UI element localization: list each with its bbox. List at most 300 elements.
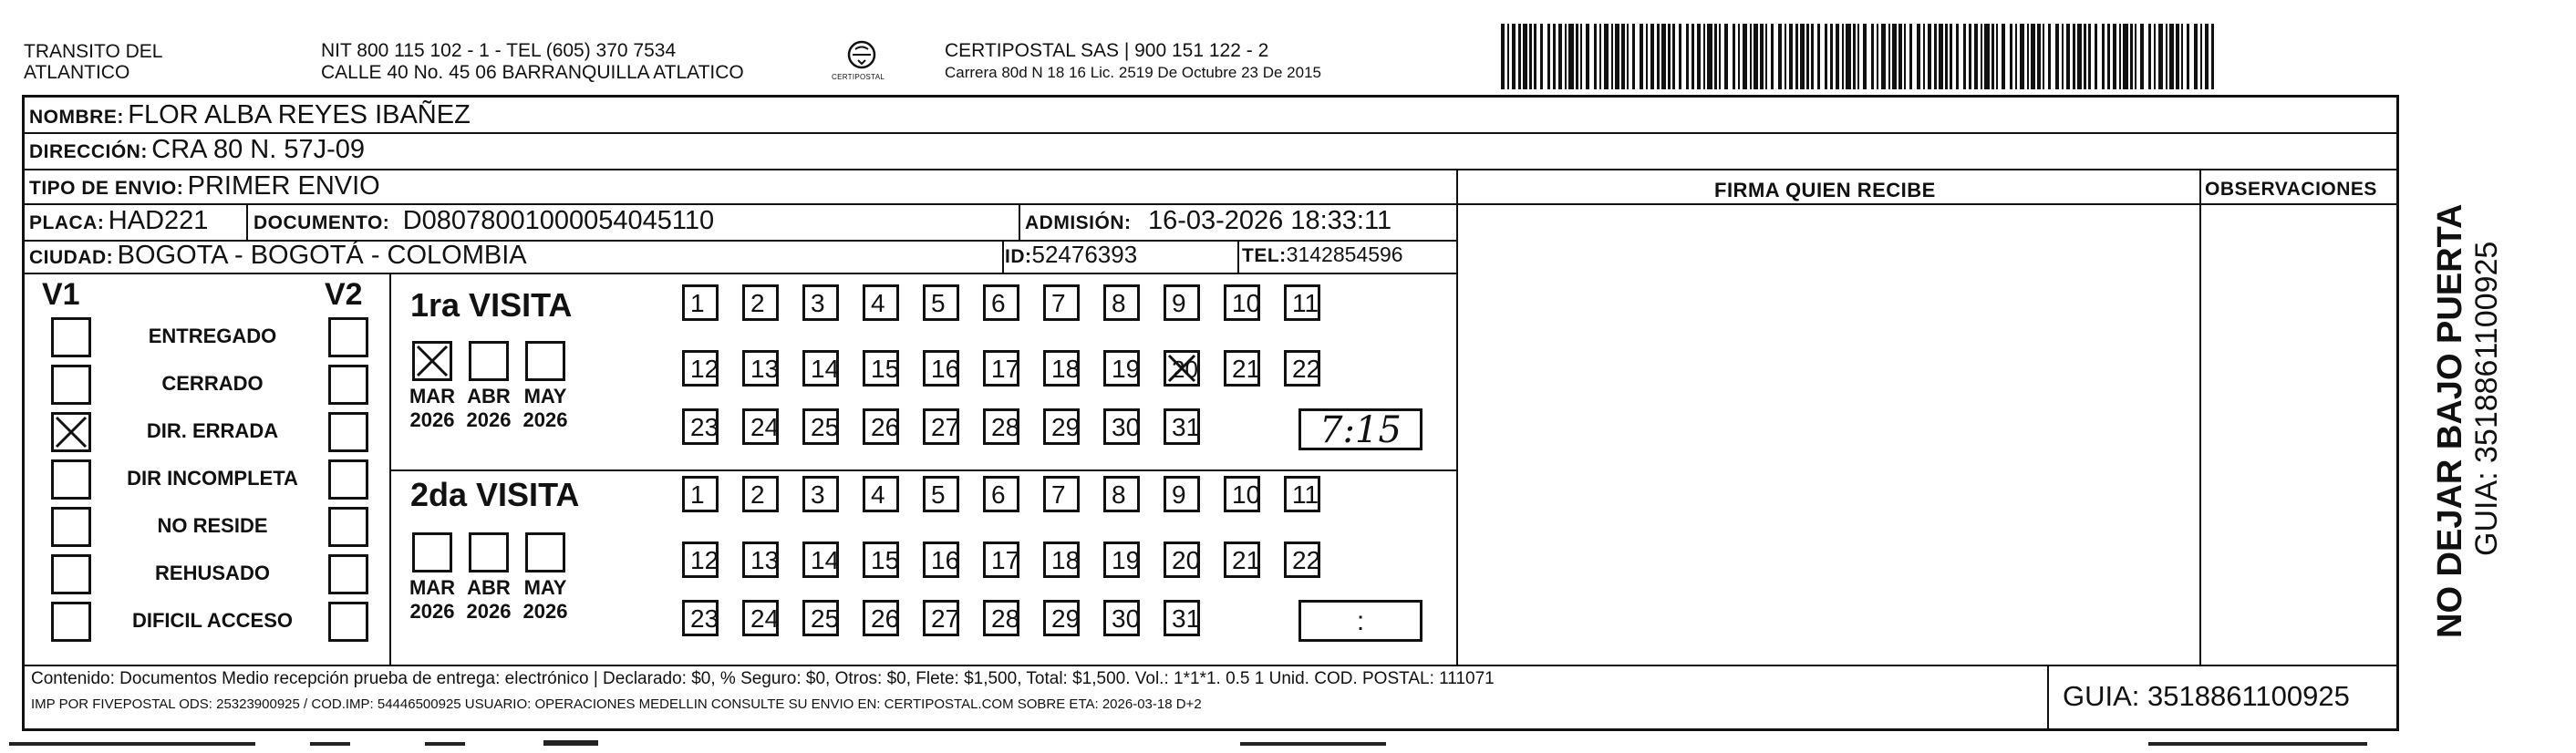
- barcode-bar: [2123, 24, 2128, 89]
- day-number: 19: [1112, 355, 1141, 383]
- barcode-bar: [1928, 24, 1931, 89]
- barcode-bar: [1529, 24, 1532, 89]
- day-box[interactable]: [1103, 600, 1140, 636]
- day-number: 9: [1172, 289, 1186, 317]
- barcode-bar: [2130, 24, 2133, 89]
- barcode-bar: [2020, 24, 2024, 89]
- day-box[interactable]: [983, 542, 1019, 578]
- id-row: [1005, 241, 1137, 269]
- barcode-bar: [1892, 24, 1897, 89]
- day-box[interactable]: [682, 408, 719, 445]
- day-number: 18: [1051, 546, 1081, 574]
- license-line: Carrera 80d N 18 16 Lic. 2519 De Octubre 23 De 2015: [945, 64, 1321, 81]
- direccion-label: DIRECCIÓN:: [29, 141, 148, 162]
- barcode-bar: [1576, 24, 1578, 89]
- barcode-bar: [1703, 24, 1705, 89]
- day-box[interactable]: [742, 600, 779, 636]
- day-number: 10: [1232, 289, 1261, 317]
- time-box[interactable]: 7:15: [1298, 408, 1422, 450]
- v1-checkbox[interactable]: [51, 412, 91, 452]
- nombre-value: FLOR ALBA REYES IBAÑEZ: [128, 100, 471, 129]
- barcode-bar: [1534, 24, 1536, 89]
- day-box[interactable]: [1284, 350, 1320, 387]
- barcode-bar: [1691, 24, 1694, 89]
- barcode-bar: [2037, 24, 2041, 89]
- barcode-bar: [1615, 24, 1619, 89]
- barcode-bar: [1568, 24, 1574, 89]
- barcode-bar: [1594, 24, 1597, 89]
- day-box[interactable]: [1164, 408, 1200, 445]
- barcode-bar: [1501, 24, 1505, 89]
- barcode-bar: [2102, 24, 2105, 89]
- month-checkbox[interactable]: [525, 341, 565, 381]
- month-year: 2026: [522, 408, 568, 431]
- barcode-bar: [2027, 24, 2029, 89]
- barcode-bar: [1523, 24, 1527, 89]
- day-box[interactable]: [923, 542, 959, 578]
- v2-checkbox[interactable]: [328, 412, 368, 452]
- day-number: 28: [991, 604, 1020, 633]
- day-box[interactable]: [1224, 476, 1260, 512]
- barcode-bar: [2066, 24, 2070, 89]
- barcode-bar: [1909, 24, 1912, 89]
- day-box[interactable]: [802, 408, 839, 445]
- day-number: 25: [811, 604, 840, 633]
- day-box[interactable]: [923, 408, 959, 445]
- barcode-bar: [1934, 24, 1937, 89]
- barcode-bar: [1771, 24, 1774, 89]
- id-label: ID:: [1005, 246, 1032, 267]
- barcode-bar: [2095, 24, 2097, 89]
- barcode-bar: [1553, 24, 1556, 89]
- barcode-bar: [2084, 24, 2086, 89]
- barcode-bar: [1904, 24, 1906, 89]
- barcode-bar: [2181, 24, 2183, 89]
- documento-value: D08078001000054045110: [402, 206, 715, 235]
- barcode-bar: [1707, 24, 1712, 89]
- day-box[interactable]: [1224, 350, 1260, 387]
- day-number: 18: [1051, 355, 1081, 383]
- month-label: [461, 385, 516, 432]
- v1-checkbox[interactable]: [51, 507, 91, 547]
- day-box[interactable]: [1284, 542, 1320, 578]
- day-box[interactable]: [983, 408, 1019, 445]
- placa-row: [29, 206, 208, 236]
- day-number: 22: [1292, 355, 1321, 383]
- barcode-bar: [1599, 24, 1601, 89]
- barcode-bar: [2043, 24, 2044, 89]
- barcode-bar: [1657, 24, 1660, 89]
- barcode-bar: [2140, 24, 2144, 89]
- day-number: 13: [750, 546, 780, 574]
- barcode-bar: [2015, 24, 2017, 89]
- barcode-bar: [1963, 24, 1966, 89]
- barcode-bar: [1795, 24, 1798, 89]
- tipo-envio-value: PRIMER ENVIO: [187, 171, 380, 201]
- day-box[interactable]: [863, 350, 899, 387]
- day-number: 15: [871, 546, 900, 574]
- placa-label: PLACA:: [29, 212, 105, 233]
- day-box[interactable]: [742, 542, 779, 578]
- barcode-bar: [1686, 24, 1689, 89]
- day-box[interactable]: [1284, 284, 1320, 321]
- month-checkbox[interactable]: [469, 532, 509, 572]
- day-number: 27: [931, 413, 960, 441]
- barcode-bar: [2107, 24, 2110, 89]
- month-checkbox[interactable]: [525, 532, 565, 572]
- day-box[interactable]: [1164, 600, 1200, 636]
- barcode-bar: [2055, 24, 2059, 89]
- day-box[interactable]: [1164, 350, 1200, 387]
- barcode-bar: [1565, 24, 1567, 89]
- month-checkbox[interactable]: [412, 532, 452, 572]
- barcode-bar: [1738, 24, 1740, 89]
- barcode-bar: [1811, 24, 1814, 89]
- day-number: 29: [1051, 604, 1081, 633]
- day-box[interactable]: [1224, 284, 1260, 321]
- status-label: NO RESIDE: [157, 514, 268, 537]
- day-box[interactable]: [1224, 542, 1260, 578]
- day-box[interactable]: [802, 476, 839, 512]
- day-number: 6: [991, 480, 1006, 509]
- day-box[interactable]: [1164, 476, 1200, 512]
- barcode-bar: [1540, 24, 1543, 89]
- day-box[interactable]: [1164, 542, 1200, 578]
- day-box[interactable]: [1284, 476, 1320, 512]
- v1-checkbox[interactable]: [51, 602, 91, 642]
- day-number: 27: [931, 604, 960, 633]
- status-label: REHUSADO: [155, 562, 270, 584]
- barcode-bar: [1754, 24, 1758, 89]
- scan-fragments: [0, 740, 2576, 748]
- barcode-bar: [2187, 24, 2189, 89]
- v1-checkbox[interactable]: [51, 459, 91, 500]
- v2-checkbox[interactable]: [328, 602, 368, 642]
- observaciones-area[interactable]: [2200, 202, 2395, 658]
- org-name-line1: TRANSITO DEL: [24, 41, 163, 62]
- barcode-bar: [2154, 24, 2156, 89]
- day-box[interactable]: [983, 476, 1019, 512]
- barcode-bar: [1668, 24, 1671, 89]
- nit-line: NIT 800 115 102 - 1 - TEL (605) 370 7534: [321, 40, 677, 61]
- month-year: 2026: [466, 600, 512, 623]
- documento-label: DOCUMENTO:: [253, 212, 390, 233]
- month-label: [518, 385, 573, 432]
- day-box[interactable]: [1103, 476, 1140, 512]
- documento-row: [253, 206, 714, 236]
- barcode-bar: [1996, 24, 1998, 89]
- barcode-bar: [1956, 24, 1959, 89]
- day-box[interactable]: [863, 408, 899, 445]
- barcode-bar: [1714, 24, 1717, 89]
- barcode-bar: [1719, 24, 1721, 89]
- barcode-bar: [1632, 24, 1635, 89]
- day-box[interactable]: [1043, 408, 1080, 445]
- day-box[interactable]: [682, 284, 719, 321]
- footer-line1: Contenido: Documentos Medio recepción prueba de entrega: electrónico | Declarado: $0, % Seguro: $0, Otros: $0, Flete: $1,500, Total: $1,500. Vol.: 1*1*1. 0.5 1 Unid. COD. POSTAL: 111071: [31, 669, 1495, 688]
- barcode-bar: [2073, 24, 2075, 89]
- day-number: 13: [750, 355, 780, 383]
- tel-row: [1242, 242, 1403, 267]
- day-box[interactable]: [802, 284, 839, 321]
- day-box[interactable]: [983, 284, 1019, 321]
- v1-checkbox[interactable]: [51, 317, 91, 357]
- nombre-row: [29, 100, 471, 130]
- month-name: MAR: [409, 576, 456, 599]
- day-box[interactable]: [1043, 542, 1080, 578]
- barcode-bar: [1846, 24, 1851, 89]
- barcode-bar: [1733, 24, 1735, 89]
- barcode-bar: [1857, 24, 1859, 89]
- day-box[interactable]: [742, 408, 779, 445]
- barcode-bar: [1604, 24, 1609, 89]
- certipostal-logo: [830, 36, 894, 88]
- day-number: 23: [690, 413, 719, 441]
- barcode-bar: [1785, 24, 1786, 89]
- barcode-bar: [1969, 24, 1971, 89]
- check-x-icon: [415, 344, 450, 378]
- barcode-bar: [1621, 24, 1625, 89]
- month-label: [405, 385, 460, 432]
- day-box[interactable]: [1164, 284, 1200, 321]
- day-number: 11: [1292, 289, 1319, 317]
- barcode-bar: [1518, 24, 1521, 89]
- barcode: [1499, 24, 2219, 89]
- admision-label: ADMISIÓN:: [1025, 212, 1132, 233]
- day-number: 22: [1292, 546, 1321, 574]
- visit1-title: 1ra VISITA: [410, 286, 573, 324]
- day-box[interactable]: [863, 284, 899, 321]
- address-line: CALLE 40 No. 45 06 BARRANQUILLA ATLATICO: [321, 62, 744, 83]
- day-number: 23: [690, 604, 719, 633]
- day-number: 21: [1232, 355, 1261, 383]
- day-number: 8: [1112, 480, 1126, 509]
- visit2-title: 2da VISITA: [410, 476, 580, 513]
- barcode-bar: [1945, 24, 1948, 89]
- day-box[interactable]: [923, 476, 959, 512]
- month-name: MAR: [409, 385, 456, 407]
- barcode-bar: [1939, 24, 1943, 89]
- tipo-envio-row: [29, 171, 380, 201]
- barcode-bar: [2176, 24, 2179, 89]
- day-box[interactable]: [682, 350, 719, 387]
- ciudad-value: BOGOTA - BOGOTÁ - COLOMBIA: [117, 241, 527, 270]
- day-number: 3: [811, 480, 825, 509]
- day-number: 31: [1172, 413, 1201, 441]
- month-year: 2026: [522, 600, 568, 623]
- month-year: 2026: [409, 408, 455, 431]
- day-number: 10: [1232, 480, 1261, 509]
- barcode-bar: [1640, 24, 1643, 89]
- day-box[interactable]: [682, 476, 719, 512]
- day-number: 20: [1172, 356, 1198, 383]
- barcode-bar: [1672, 24, 1675, 89]
- v1-header: V1: [42, 277, 80, 312]
- ciudad-row: [29, 241, 527, 271]
- barcode-bar: [1842, 24, 1844, 89]
- day-box[interactable]: [863, 600, 899, 636]
- day-box[interactable]: [983, 350, 1019, 387]
- barcode-bar: [1547, 24, 1550, 89]
- day-number: 9: [1172, 480, 1186, 509]
- barcode-bar: [1586, 24, 1589, 89]
- barcode-bar: [1750, 24, 1752, 89]
- month-year: 2026: [409, 600, 455, 623]
- day-box[interactable]: [923, 600, 959, 636]
- day-box[interactable]: [983, 600, 1019, 636]
- v2-header: V2: [325, 277, 363, 312]
- day-box[interactable]: [742, 476, 779, 512]
- day-box[interactable]: [1103, 408, 1140, 445]
- day-box[interactable]: [923, 284, 959, 321]
- barcode-bar: [1825, 24, 1827, 89]
- status-label: DIR. ERRADA: [146, 419, 279, 442]
- v2-checkbox[interactable]: [328, 459, 368, 500]
- month-name: ABR: [467, 385, 511, 407]
- barcode-bar: [1830, 24, 1833, 89]
- v1-checkbox[interactable]: [51, 365, 91, 405]
- day-box[interactable]: [1043, 284, 1080, 321]
- day-number: 20: [1172, 546, 1201, 574]
- nombre-label: NOMBRE:: [29, 107, 124, 128]
- status-label: CERRADO: [161, 372, 264, 395]
- barcode-bar: [1724, 24, 1728, 89]
- barcode-bar: [1871, 24, 1874, 89]
- month-label: [461, 576, 516, 624]
- barcode-bar: [2002, 24, 2005, 89]
- day-number: 3: [811, 289, 825, 317]
- placa-value: HAD221: [108, 206, 209, 235]
- tel-value: 3142854596: [1286, 242, 1403, 266]
- day-number: 31: [1172, 604, 1201, 633]
- barcode-bar: [1778, 24, 1782, 89]
- barcode-bar: [1507, 24, 1509, 89]
- barcode-bar: [1950, 24, 1952, 89]
- barcode-bar: [1863, 24, 1867, 89]
- day-box[interactable]: [1103, 542, 1140, 578]
- barcode-bar: [1580, 24, 1582, 89]
- day-number: 4: [871, 480, 885, 509]
- v1-checkbox[interactable]: [51, 554, 91, 594]
- org-name-line2: ATLANTICO: [24, 62, 130, 83]
- day-box[interactable]: [1103, 284, 1140, 321]
- tipo-envio-label: TIPO DE ENVIO:: [29, 178, 184, 199]
- barcode-bar: [2135, 24, 2136, 89]
- barcode-bar: [1661, 24, 1666, 89]
- footer-guia: GUIA: 3518861100925: [2063, 680, 2350, 712]
- barcode-bar: [1558, 24, 1562, 89]
- day-box[interactable]: [802, 600, 839, 636]
- barcode-icon: [1499, 24, 2219, 89]
- barcode-bar: [1760, 24, 1764, 89]
- barcode-bar: [1853, 24, 1856, 89]
- barcode-bar: [1877, 24, 1878, 89]
- month-year: 2026: [466, 408, 512, 431]
- barcode-bar: [1981, 24, 1982, 89]
- day-box[interactable]: [802, 350, 839, 387]
- day-number: 4: [871, 289, 885, 317]
- v2-checkbox[interactable]: [328, 554, 368, 594]
- tel-label: TEL:: [1242, 245, 1287, 266]
- month-checkbox[interactable]: [469, 341, 509, 381]
- barcode-bar: [1806, 24, 1809, 89]
- time-box[interactable]: :: [1298, 600, 1422, 642]
- barcode-bar: [2077, 24, 2082, 89]
- direccion-value: CRA 80 N. 57J-09: [151, 135, 366, 164]
- day-number: 8: [1112, 289, 1126, 317]
- day-number: 11: [1292, 480, 1319, 509]
- day-box[interactable]: [682, 542, 719, 578]
- barcode-bar: [2062, 24, 2064, 89]
- day-box[interactable]: [1043, 476, 1080, 512]
- barcode-bar: [2158, 24, 2163, 89]
- barcode-bar: [2031, 24, 2035, 89]
- barcode-bar: [2169, 24, 2174, 89]
- barcode-bar: [2148, 24, 2151, 89]
- barcode-bar: [2113, 24, 2116, 89]
- day-box[interactable]: [863, 542, 899, 578]
- barcode-bar: [1679, 24, 1681, 89]
- ciudad-label: CIUDAD:: [29, 247, 114, 268]
- firma-area[interactable]: [1457, 202, 2192, 658]
- barcode-bar: [1888, 24, 1890, 89]
- v2-checkbox[interactable]: [328, 365, 368, 405]
- day-box[interactable]: [923, 350, 959, 387]
- barcode-bar: [1881, 24, 1886, 89]
- day-number: 16: [931, 355, 960, 383]
- day-box[interactable]: [682, 600, 719, 636]
- day-number: 14: [811, 355, 840, 383]
- day-number: 15: [871, 355, 900, 383]
- day-number: 5: [931, 480, 946, 509]
- day-box[interactable]: [1043, 350, 1080, 387]
- day-box[interactable]: [742, 350, 779, 387]
- barcode-bar: [1836, 24, 1839, 89]
- barcode-bar: [2205, 24, 2209, 89]
- v2-checkbox[interactable]: [328, 507, 368, 547]
- month-name: MAY: [523, 385, 567, 407]
- logo-caption: CERTIPOSTAL: [832, 73, 885, 81]
- barcode-bar: [1743, 24, 1747, 89]
- day-box[interactable]: [863, 476, 899, 512]
- day-number: 17: [991, 355, 1020, 383]
- day-box[interactable]: [802, 542, 839, 578]
- barcode-bar: [1627, 24, 1629, 89]
- barcode-bar: [1789, 24, 1793, 89]
- barcode-bar: [1800, 24, 1805, 89]
- day-number: 12: [690, 355, 719, 383]
- barcode-bar: [1817, 24, 1820, 89]
- day-box[interactable]: [1103, 350, 1140, 387]
- day-number: 30: [1112, 413, 1141, 441]
- side-warning: NO DEJAR BAJO PUERTA: [2431, 203, 2469, 638]
- barcode-bar: [1917, 24, 1920, 89]
- firma-header: FIRMA QUIEN RECIBE: [1714, 179, 1936, 201]
- day-number: 24: [750, 604, 780, 633]
- month-checkbox[interactable]: [412, 341, 452, 381]
- day-number: 17: [991, 546, 1020, 574]
- day-box[interactable]: [742, 284, 779, 321]
- direccion-row: [29, 135, 365, 165]
- month-label: [405, 576, 460, 624]
- day-box[interactable]: [1043, 600, 1080, 636]
- barcode-bar: [2010, 24, 2012, 89]
- v2-checkbox[interactable]: [328, 317, 368, 357]
- barcode-bar: [1923, 24, 1925, 89]
- barcode-bar: [1611, 24, 1613, 89]
- barcode-bar: [1991, 24, 1994, 89]
- day-number: 30: [1112, 604, 1141, 633]
